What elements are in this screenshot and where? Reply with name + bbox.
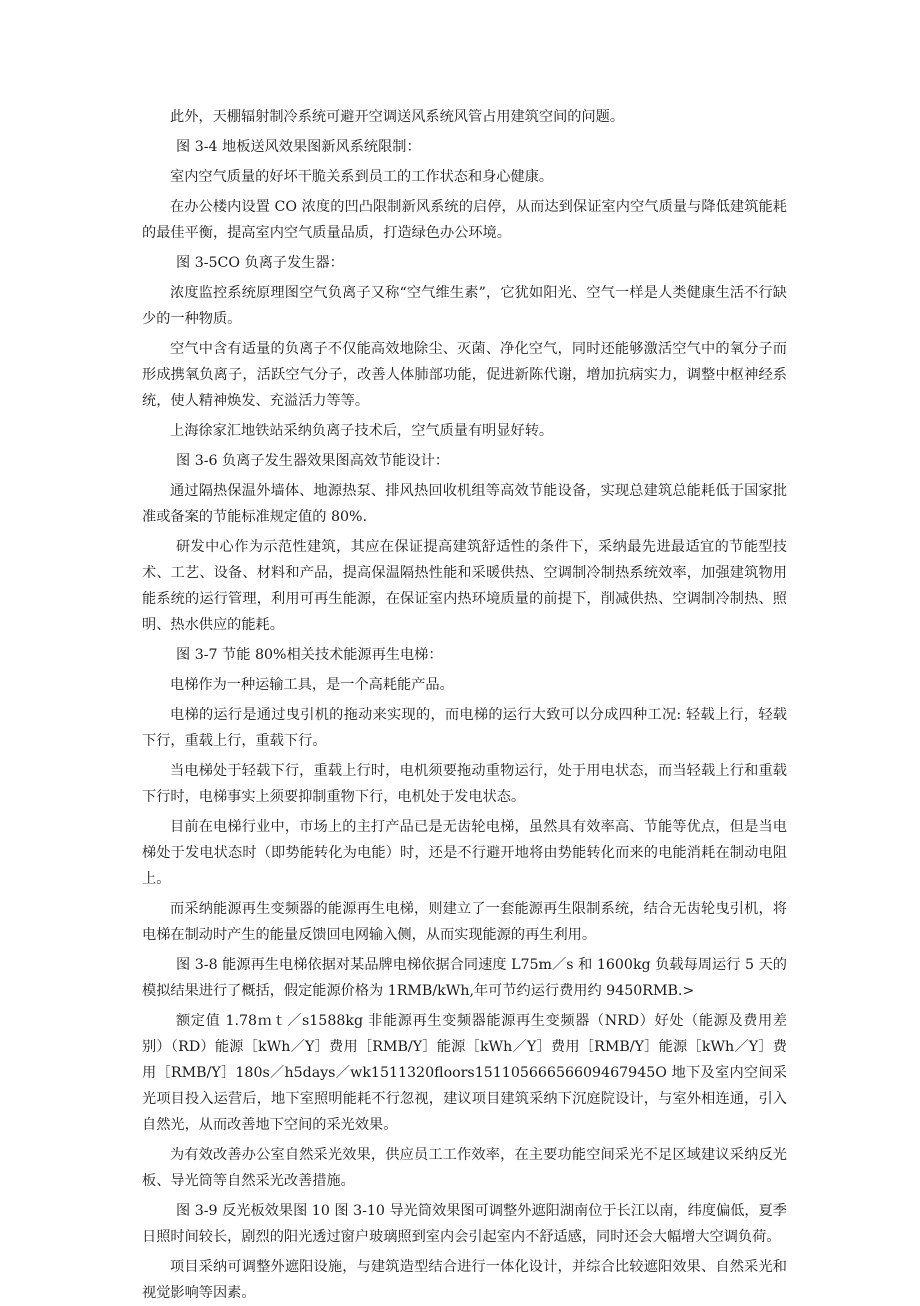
body-paragraph: 当电梯处于轻载下行，重载上行时，电机须要拖动重物运行，处于用电状态，而当轻载上行和重载下行时，电梯事实上须要抑制重物下行，电机处于发电状态。 <box>142 763 787 805</box>
figure-caption: 图 3-5CO 负离子发生器： <box>176 255 344 271</box>
figure-caption: 图 3-9 反光板效果图 10 图 3-10 导光筒效果图可调整外遮阳湖南位于长江以南，纬度偏低，夏季日照时间较长，剧烈的阳光透过窗户玻璃照到室内会引起室内不舒适感，同时还会大幅增大空调负荷。 <box>142 1203 787 1245</box>
body-paragraph: 室内空气质量的好坏干脆关系到员工的工作状态和身心健康。 <box>170 169 554 185</box>
body-paragraph: 空气中含有适量的负离子不仅能高效地除尘、灭菌、净化空气，同时还能够激活空气中的氧分子而形成携氧负离子，活跃空气分子，改善人体肺部功能，促进新陈代谢，增加抗病实力，调整中枢神经系统，使人精神焕发、充溢活力等等。 <box>142 341 787 409</box>
body-paragraph: 通过隔热保温外墙体、地源热泵、排风热回收机组等高效节能设备，实现总建筑总能耗低于国家批准或备案的节能标准规定值的 80%. <box>142 483 787 525</box>
document-page <box>142 104 787 1306</box>
figure-caption: 图 3-6 负离子发生器效果图高效节能设计： <box>176 453 450 469</box>
body-paragraph: 项目采纳可调整外遮阳设施，与建筑造型结合进行一体化设计，并综合比较遮阳效果、自然采光和视觉影响等因素。 <box>142 1259 787 1301</box>
figure-caption: 图 3-8 能源再生电梯依据对某品牌电梯依据合同速度 L75m／s 和 1600kg 负载每周运行 5 天的模拟结果进行了概括，假定能源价格为 1RMB/kWh,年可节约运行费用约 9450RMB.> <box>142 957 787 999</box>
body-paragraph: 在办公楼内设置 CO 浓度的凹凸限制新风系统的启停，从而达到保证室内空气质量与降低建筑能耗的最佳平衡，提高室内空气质量品质，打造绿色办公环境。 <box>142 199 787 241</box>
body-paragraph: 电梯作为一种运输工具，是一个高耗能产品。 <box>170 677 454 693</box>
figure-caption: 图 3-4 地板送风效果图新风系统限制： <box>176 139 421 155</box>
body-paragraph: 研发中心作为示范性建筑，其应在保证提高建筑舒适性的条件下，采纳最先进最适宜的节能型技术、工艺、设备、材料和产品，提高保温隔热性能和采暖供热、空调制冷制热系统效率，加强建筑物用能系统的运行管理，利用可再生能源，在保证室内热环境质量的前提下，削减供热、空调制冷制热、照明、热水供应的能耗。 <box>142 539 787 633</box>
body-paragraph: 浓度监控系统原理图空气负离子又称“空气维生素”，它犹如阳光、空气一样是人类健康生活不行缺少的一种物质。 <box>142 285 787 327</box>
figure-caption: 图 3-7 节能 80%相关技术能源再生电梯： <box>176 647 443 663</box>
body-paragraph: 目前在电梯行业中，市场上的主打产品已是无齿轮电梯，虽然具有效率高、节能等优点，但是当电梯处于发电状态时（即势能转化为电能）时，还是不行避开地将由势能转化而来的电能消耗在制动电阻上。 <box>142 819 787 887</box>
body-paragraph: 上海徐家汇地铁站采纳负离子技术后，空气质量有明显好转。 <box>170 423 554 439</box>
body-paragraph: 电梯的运行是通过曳引机的拖动来实现的，而电梯的运行大致可以分成四种工况: 轻载上行，轻载下行，重载上行，重载下行。 <box>142 707 787 749</box>
body-paragraph: 为有效改善办公室自然采光效果，供应员工工作效率，在主要功能空间采光不足区域建议采纳反光板、导光筒等自然采光改善措施。 <box>142 1147 787 1189</box>
table-data-paragraph: 额定值 1.78ｍｔ／s1588kg 非能源再生变频器能源再生变频器（NRD）好处（能源及费用差别）（RD）能源［kWh／Y］费用［RMB/Y］能源［kWh／Y］费用［RMB/Y］能源［kWh／Y］费用［RMB/Y］180s／h5days／wk1511320floors15110566656609467945O 地下及室内空间采光项目投入运营后，地下室照明能耗不行忽视，建议项目建筑采纳下沉庭院设计，与室外相连通，引入自然光，从而改善地下空间的采光效果。 <box>142 1013 787 1133</box>
body-paragraph: 而采纳能源再生变频器的能源再生电梯，则建立了一套能源再生限制系统，结合无齿轮曳引机，将电梯在制动时产生的能量反馈回电网输入侧，从而实现能源的再生利用。 <box>142 901 787 943</box>
body-paragraph: 此外，天棚辐射制冷系统可避开空调送风系统风管占用建筑空间的问题。 <box>170 109 625 125</box>
